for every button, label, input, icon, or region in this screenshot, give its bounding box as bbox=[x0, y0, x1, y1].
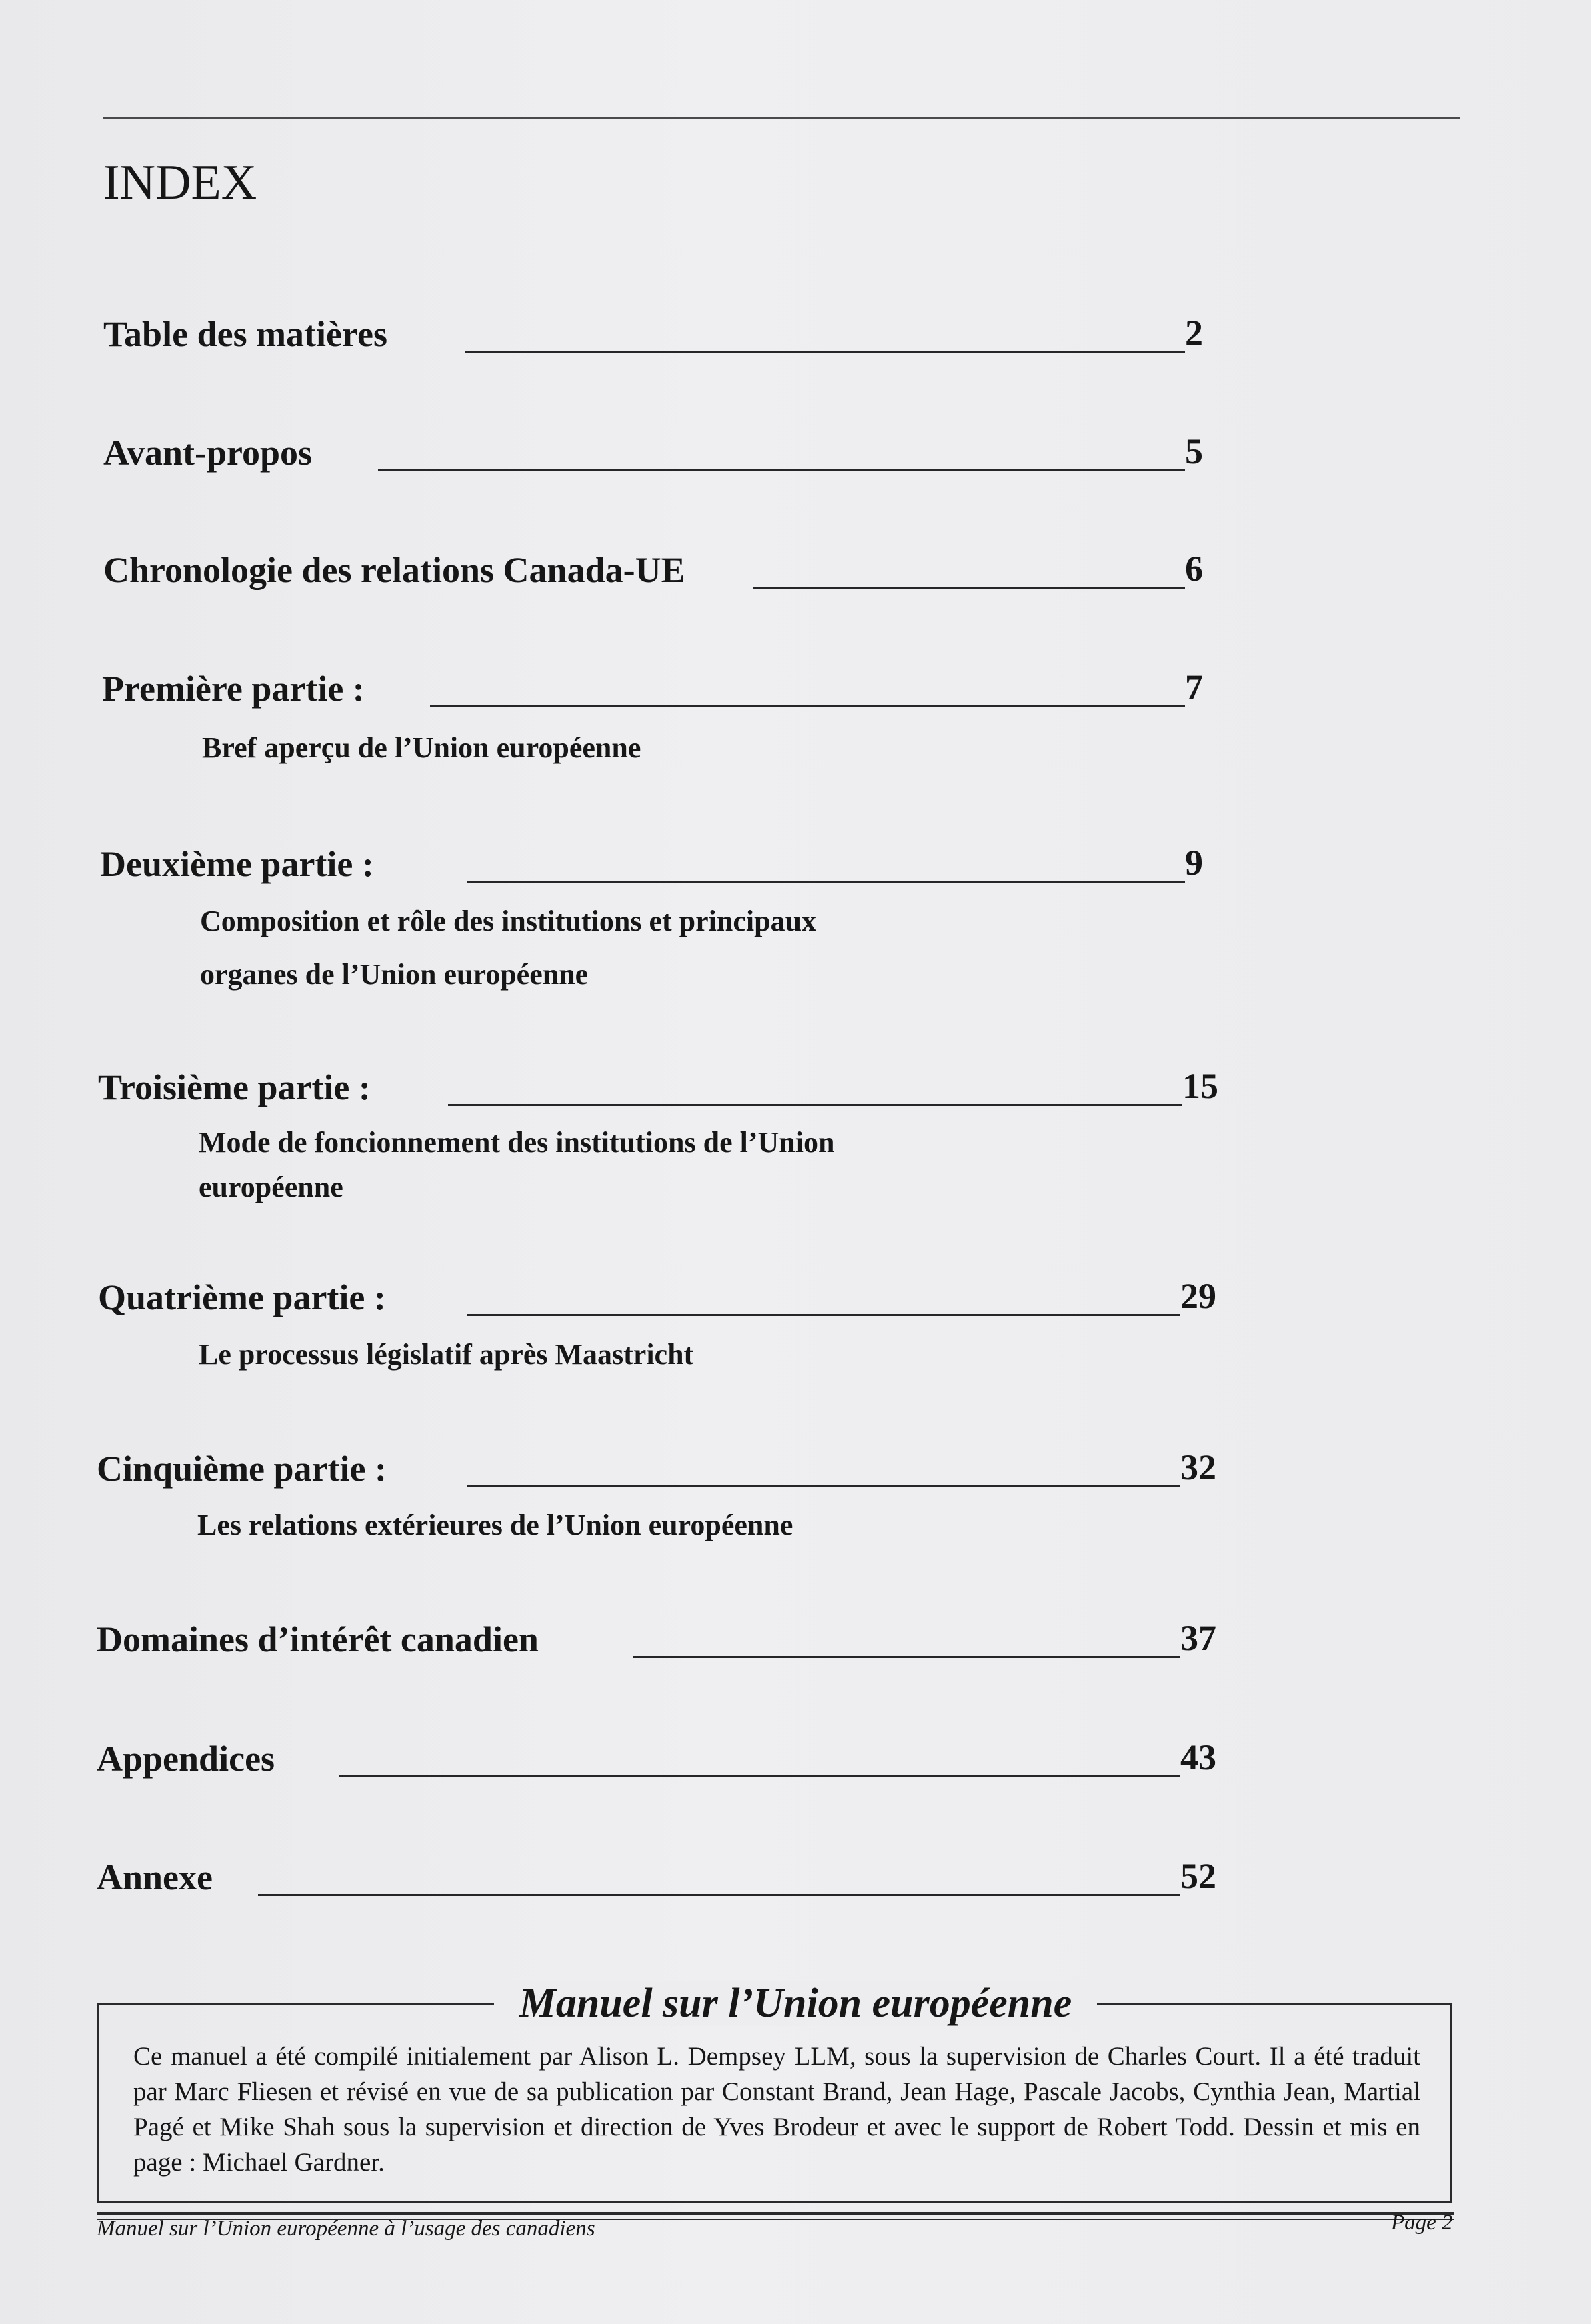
footer-rule bbox=[97, 2212, 1454, 2215]
index-heading: INDEX bbox=[103, 155, 257, 210]
footer-page-number: Page 2 bbox=[1391, 2211, 1453, 2235]
credits-text: Ce manuel a été compilé initialement par Alison L. Dempsey LLM, sous la supervision de Charles Court. Il a été traduit par Marc Fliesen et révisé en vue de sa publication par Constant Brand, Jean Hage, Pascale Jacobs, Cynthia Jean, Martial Pagé et Mike Shah sous la supervision et direction de Yves Brodeur et avec le support de Robert Todd. Dessin et mis en page : Michael Gardner. bbox=[133, 2042, 1420, 2177]
entry-page-number: 2 bbox=[1185, 313, 1203, 353]
entry-leader-line bbox=[467, 1314, 1180, 1316]
entry-page-number: 9 bbox=[1185, 843, 1203, 883]
entry-subtitle: Les relations extérieures de l’Union européenne bbox=[197, 1509, 793, 1541]
entry-title: Deuxième partie : bbox=[100, 844, 374, 884]
entry-leader-line bbox=[448, 1104, 1182, 1106]
entry-leader-line bbox=[378, 469, 1185, 471]
entry-leader-line bbox=[465, 351, 1185, 353]
entry-title: Cinquième partie : bbox=[97, 1449, 387, 1489]
entry-leader-line bbox=[633, 1656, 1180, 1658]
entry-leader-line bbox=[258, 1894, 1180, 1896]
entry-page-number: 7 bbox=[1185, 667, 1203, 707]
entry-subtitle: européenne bbox=[199, 1171, 343, 1203]
credits-title-wrap bbox=[0, 1980, 1591, 2027]
entry-leader-line bbox=[339, 1775, 1180, 1777]
entry-subtitle: organes de l’Union européenne bbox=[200, 958, 589, 991]
entry-subtitle: Bref aperçu de l’Union européenne bbox=[202, 731, 641, 764]
entry-subtitle: Mode de foncionnement des institutions de l’Union bbox=[199, 1126, 835, 1159]
credits-title: Manuel sur l’Union européenne bbox=[494, 1981, 1098, 2026]
top-rule bbox=[103, 117, 1460, 119]
entry-title: Quatrième partie : bbox=[98, 1277, 386, 1317]
entry-subtitle: Composition et rôle des institutions et principaux bbox=[200, 905, 817, 937]
entry-subtitle: Le processus législatif après Maastricht bbox=[199, 1338, 694, 1371]
entry-title: Appendices bbox=[97, 1739, 275, 1779]
entry-page-number: 43 bbox=[1180, 1737, 1216, 1777]
entry-title: Table des matières bbox=[103, 314, 387, 354]
entry-page-number: 5 bbox=[1185, 431, 1203, 471]
entry-title: Annexe bbox=[97, 1857, 213, 1897]
entry-page-number: 37 bbox=[1180, 1618, 1216, 1658]
entry-title: Première partie : bbox=[102, 669, 365, 709]
entry-page-number: 32 bbox=[1180, 1447, 1216, 1487]
entry-title: Chronologie des relations Canada-UE bbox=[103, 550, 685, 590]
entry-leader-line bbox=[467, 881, 1185, 883]
entry-page-number: 15 bbox=[1182, 1066, 1218, 1106]
entry-leader-line bbox=[753, 587, 1185, 589]
entry-page-number: 52 bbox=[1180, 1856, 1216, 1896]
entry-page-number: 6 bbox=[1185, 549, 1203, 589]
entry-leader-line bbox=[430, 705, 1185, 707]
entry-leader-line bbox=[467, 1485, 1180, 1487]
footer-publication-title: Manuel sur l’Union européenne à l’usage des canadiens bbox=[97, 2217, 595, 2241]
entry-title: Domaines d’intérêt canadien bbox=[97, 1619, 539, 1659]
entry-title: Troisième partie : bbox=[98, 1067, 371, 1107]
entry-page-number: 29 bbox=[1180, 1276, 1216, 1316]
entry-title: Avant-propos bbox=[103, 433, 313, 473]
